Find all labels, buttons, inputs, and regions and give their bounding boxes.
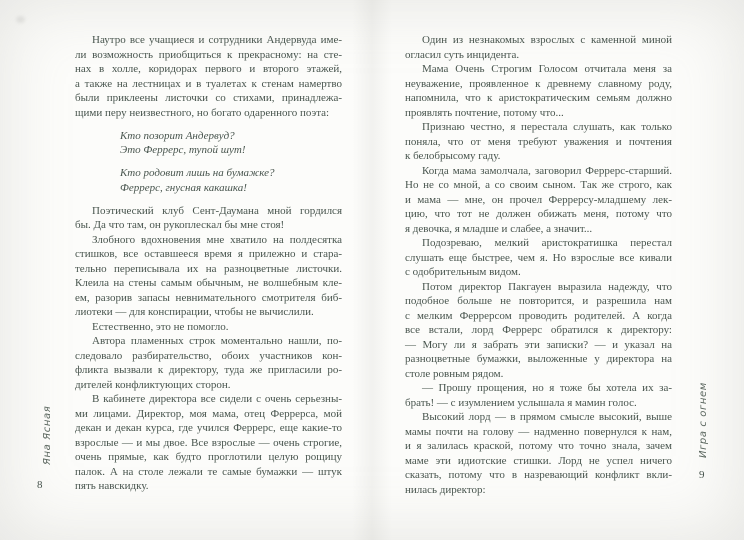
paragraph <box>75 233 342 320</box>
text-line: Поэтический клуб Сент-Даумана мной гордился <box>92 204 342 217</box>
text-line: и мама — мне, он прочел Феррерсу-младшему лек- <box>405 193 672 206</box>
paragraph <box>405 236 672 280</box>
text-line: были приклеены листочки со стихами, принадлежа- <box>75 92 342 104</box>
paragraph <box>405 381 672 410</box>
paragraph <box>405 280 672 382</box>
paragraph <box>75 204 342 233</box>
text-line: огласил суть инцидента. <box>405 48 520 61</box>
text-line: Кто родовит лишь на бумажке? <box>120 167 275 179</box>
text-line: к белобрысому гаду. <box>405 150 501 162</box>
text-line: Феррерс, гнусная какашка! <box>120 181 247 194</box>
paragraph <box>405 410 672 497</box>
text-line: — Могу ли я забрать эти записки? — и указал на <box>405 338 672 351</box>
text-line: Мама Очень Строгим Голосом отчитала меня за <box>422 63 672 75</box>
text-line: слушать еще быстрее, чем я. Но взрослые все кивали <box>405 251 672 264</box>
text-line: фликта вызвали к директору, туда же пригласили ро- <box>75 364 342 376</box>
paragraph <box>405 62 672 120</box>
text-line: ем, разорив запасы невнимательного смотрителя биб- <box>75 291 342 304</box>
text-line: брать! — с изумлением услышала я мамин голос. <box>405 396 637 409</box>
text-line: и я залилась краской, потому что точно знала, зачем <box>405 440 672 452</box>
text-line: стишков, все оставшееся время я прилежно и стара- <box>75 248 342 260</box>
book-spine-gutter <box>352 0 392 540</box>
poem-stanza <box>75 129 342 158</box>
text-line: Автора пламенных строк моментально нашли, по- <box>92 335 342 347</box>
text-line: разноцветные бумажки, выложенные у директора на <box>405 353 672 365</box>
text-line: бы. Да что там, он рукоплескал бы мне стоя! <box>75 219 285 231</box>
text-line: мамы почти на голову — надменно повернулся к нам, <box>405 425 672 438</box>
text-line: маме эти идиотские стишки. Лорд не успел ничего <box>405 454 672 467</box>
paragraph <box>75 320 342 335</box>
text-line: сказать, потому что в назревающий конфликт вкли- <box>405 469 672 481</box>
text-line: нах в холле, коридорах первого и второго этажей, <box>75 63 342 75</box>
text-line: взрослые — и мы двое. Все взрослые — очень строгие, <box>75 436 342 449</box>
text-line: все встали, лорд Феррерс обратился к директору: <box>405 324 672 336</box>
text-line: Клеила на стены самым обычным, не волшебным кле- <box>75 277 342 289</box>
text-line: дителей конфликтующих сторон. <box>75 378 231 391</box>
text-line: лиотеки — для конспирации, чтобы не вычислили. <box>75 306 314 318</box>
page-number-right: 9 <box>699 469 705 481</box>
text-line: столе ровным рядом. <box>405 367 504 380</box>
text-line: проявлять почтение, потому что... <box>405 106 564 119</box>
scan-smudge <box>16 16 25 23</box>
text-line: Кто позорит Андервуд? <box>120 129 235 142</box>
text-line: а также на лестницах и в туалетах к стенам намертво <box>75 77 342 90</box>
text-line: подобное больше не повторится, и разрешила нам <box>405 295 672 307</box>
text-line: пять навскидку. <box>75 480 149 492</box>
book-title-margin-text: Игра с огнем <box>698 382 709 458</box>
text-line: неуважение, проявленное к древнему славному роду, <box>405 77 672 90</box>
text-line: палок. А на столе лежали те самые бумажки — штук <box>75 465 342 478</box>
text-line: щими перу неизвестного, но богато одаренного поэта: <box>75 106 330 119</box>
text-line: Но не со мной, а со своим сыном. Так же строго, как <box>405 179 672 191</box>
paragraph <box>75 33 342 120</box>
left-page-text <box>75 33 342 494</box>
paragraph <box>405 164 672 237</box>
text-line: поняла, что от меня требуют уважения и почтения <box>405 135 672 148</box>
text-line: ли возможность приобщиться к прекрасному: на сте- <box>75 48 342 61</box>
text-line: следовало разбирательство, обоих участников кон- <box>75 349 342 362</box>
text-line: очень прямые, как будто проглотили целую рощицу <box>75 451 342 463</box>
text-line: Высокий лорд — в прямом смысле высокий, выше <box>422 411 672 423</box>
right-page-text <box>405 33 672 497</box>
paragraph <box>405 120 672 164</box>
text-line: Один из незнакомых взрослых с каменной миной <box>422 34 672 46</box>
text-line: Естественно, это не помогло. <box>92 320 229 333</box>
text-line: Когда мама замолчала, заговорил Феррерс-старший. <box>422 164 672 177</box>
text-line: ми лицами. Директор, моя мама, отец Феррерса, мой <box>75 407 342 420</box>
text-line: Признаю честно, я перестала слушать, как только <box>422 121 672 133</box>
paragraph <box>405 33 672 62</box>
page-number-left: 8 <box>37 479 43 491</box>
paragraph <box>75 334 342 392</box>
text-line: я девочка, я младше и слабее, а значит... <box>405 222 593 235</box>
text-line: нилась директор: <box>405 483 486 496</box>
text-line: Потом директор Пакгауен выразила надежду, что <box>422 280 672 293</box>
text-line: — Прошу прощения, но я тоже бы хотела их за- <box>422 382 672 394</box>
text-line: с мелким Феррерсом проводить родителей. А когда <box>405 309 672 322</box>
text-line: тельно переписывала их на разноцветные листочки. <box>75 262 342 275</box>
text-line: Наутро все учащиеся и сотрудники Андервуда име- <box>92 34 342 46</box>
author-margin-text: Яна Ясная <box>42 405 53 465</box>
text-line: декан и декан курса, где учился Феррерс, еще какие-то <box>75 422 342 434</box>
poem-stanza <box>75 166 342 195</box>
paragraph <box>75 392 342 494</box>
text-line: Злобного вдохновения мне хватило на полдесятка <box>92 233 342 246</box>
text-line: В кабинете директора все сидели с очень серьезны- <box>92 393 342 405</box>
text-line: с одобрительным видом. <box>405 266 521 278</box>
text-line: напомнила, что к аристократическим семьям должно <box>405 92 672 104</box>
text-line: Подозреваю, мелкий аристократишка перестал <box>422 237 672 249</box>
text-line: Это Феррерс, тупой шут! <box>120 144 246 156</box>
text-line: цию, что тот не должен обижать меня, потому что <box>405 208 672 220</box>
